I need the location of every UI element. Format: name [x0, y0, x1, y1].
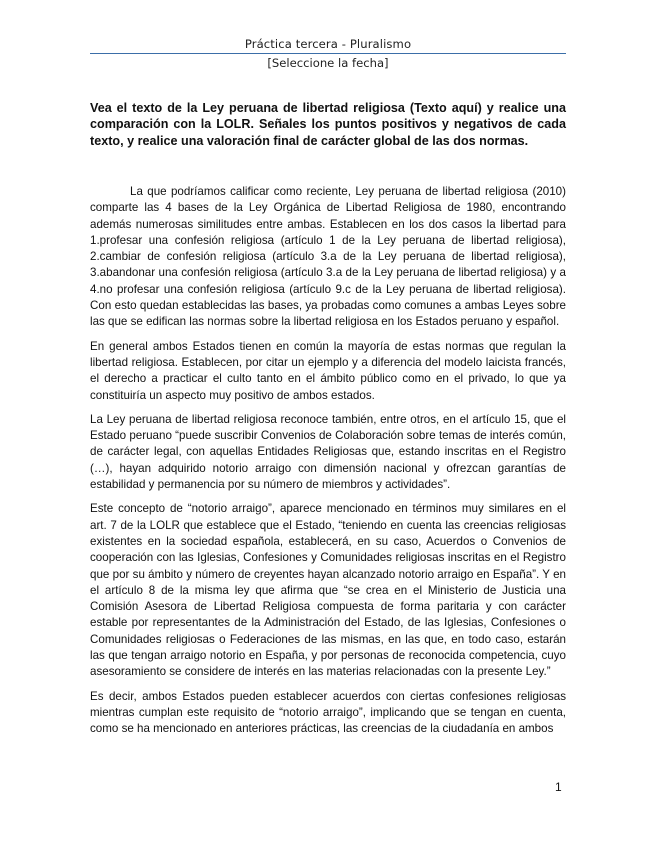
paragraph-5: Es decir, ambos Estados pueden establecer acuerdos con ciertas confesiones religiosas mientras cumplan este requisito de “notorio arraigo”, implicando que se tengan en cuenta, como se ha mencionado en anteriores prácticas, las creencias de la ciudadanía en ambos: [90, 689, 566, 736]
paragraph-1: La que podríamos calificar como reciente, Ley peruana de libertad religiosa (2010) comparte las 4 bases de la Ley Orgánica de Libertad Religiosa de 1980, encontrando además numerosas similitudes entre ambas. Establecen en los dos casos la libertad para 1.profesar una confesión religiosa (artículo 1 de la Ley peruana de libertad religiosa), 2.cambiar de confesión religiosa (artículo 3.a de la Ley peruana de libertad religiosa), 3.abandonar una confesión religiosa (artículo 3.a de la Ley peruana de libertad religiosa) y a 4.no profesar una confesión religiosa (artículo 9.c de la Ley peruana de libertad religiosa). Con esto quedan establecidas las bases, ya probadas como comunes a ambas Leyes sobre las que se edifican las normas sobre la libertad religiosa en los Estados peruano y español.: [90, 185, 566, 329]
page-number: 1: [555, 780, 562, 794]
paragraph-3: La Ley peruana de libertad religiosa reconoce también, entre otros, en el artículo 15, que el Estado peruano “puede suscribir Convenios de Colaboración sobre temas de interés común, de carácter legal, con aquellas Entidades Religiosas que, estando inscritas en el Registro (…), hayan adquirido notorio arraigo con dimensión nacional y ofrezcan garantías de estabilidad y permanencia por su número de miembros y actividades”.: [90, 412, 566, 492]
assignment-instructions: Vea el texto de la Ley peruana de libertad religiosa (Texto aquí) y realice una comparación con la LOLR. Señales los puntos positivos y negativos de cada texto, y realice una valoración final de carácter global de las dos normas.: [90, 101, 566, 148]
date-placeholder[interactable]: [Seleccione la fecha]: [267, 56, 389, 70]
paragraph-2: En general ambos Estados tienen en común la mayoría de estas normas que regulan la libertad religiosa. Establecen, por citar un ejemplo y a diferencia del modelo laicista francés, el derecho a practicar el culto tanto en el ámbito público como en el privado, lo que ya constituiría un aspecto muy positivo de ambos estados.: [90, 339, 566, 402]
paragraph-4: Este concepto de “notorio arraigo”, aparece mencionado en términos muy similares en el art. 7 de la LOLR que establece que el Estado, “teniendo en cuenta las creencias religiosas existentes en la sociedad española, establecerá, en su caso, Acuerdos o Convenios de cooperación con las Iglesias, Confesiones y Comunidades religiosas inscritas en el Registro que por su ámbito y número de creyentes hayan alcanzado notorio arraigo en España”. Y en el artículo 8 de la misma ley que afirma que “se crea en el Ministerio de Justicia una Comisión Asesora de Libertad Religiosa compuesta de forma paritaria y con carácter estable por representantes de la Administración del Estado, de las Iglesias, Confesiones o Comunidades religiosas o Federaciones de las mismas, en las que, en todo caso, estarán las que tengan arraigo notorio en España, y por personas de reconocida competencia, cuyo asesoramiento se considere de interés en las materias relacionadas con la presente Ley.”: [90, 502, 566, 679]
body-text: [90, 184, 566, 746]
header-title[interactable]: Práctica tercera - Pluralismo: [244, 37, 412, 51]
page-header: [90, 36, 566, 72]
